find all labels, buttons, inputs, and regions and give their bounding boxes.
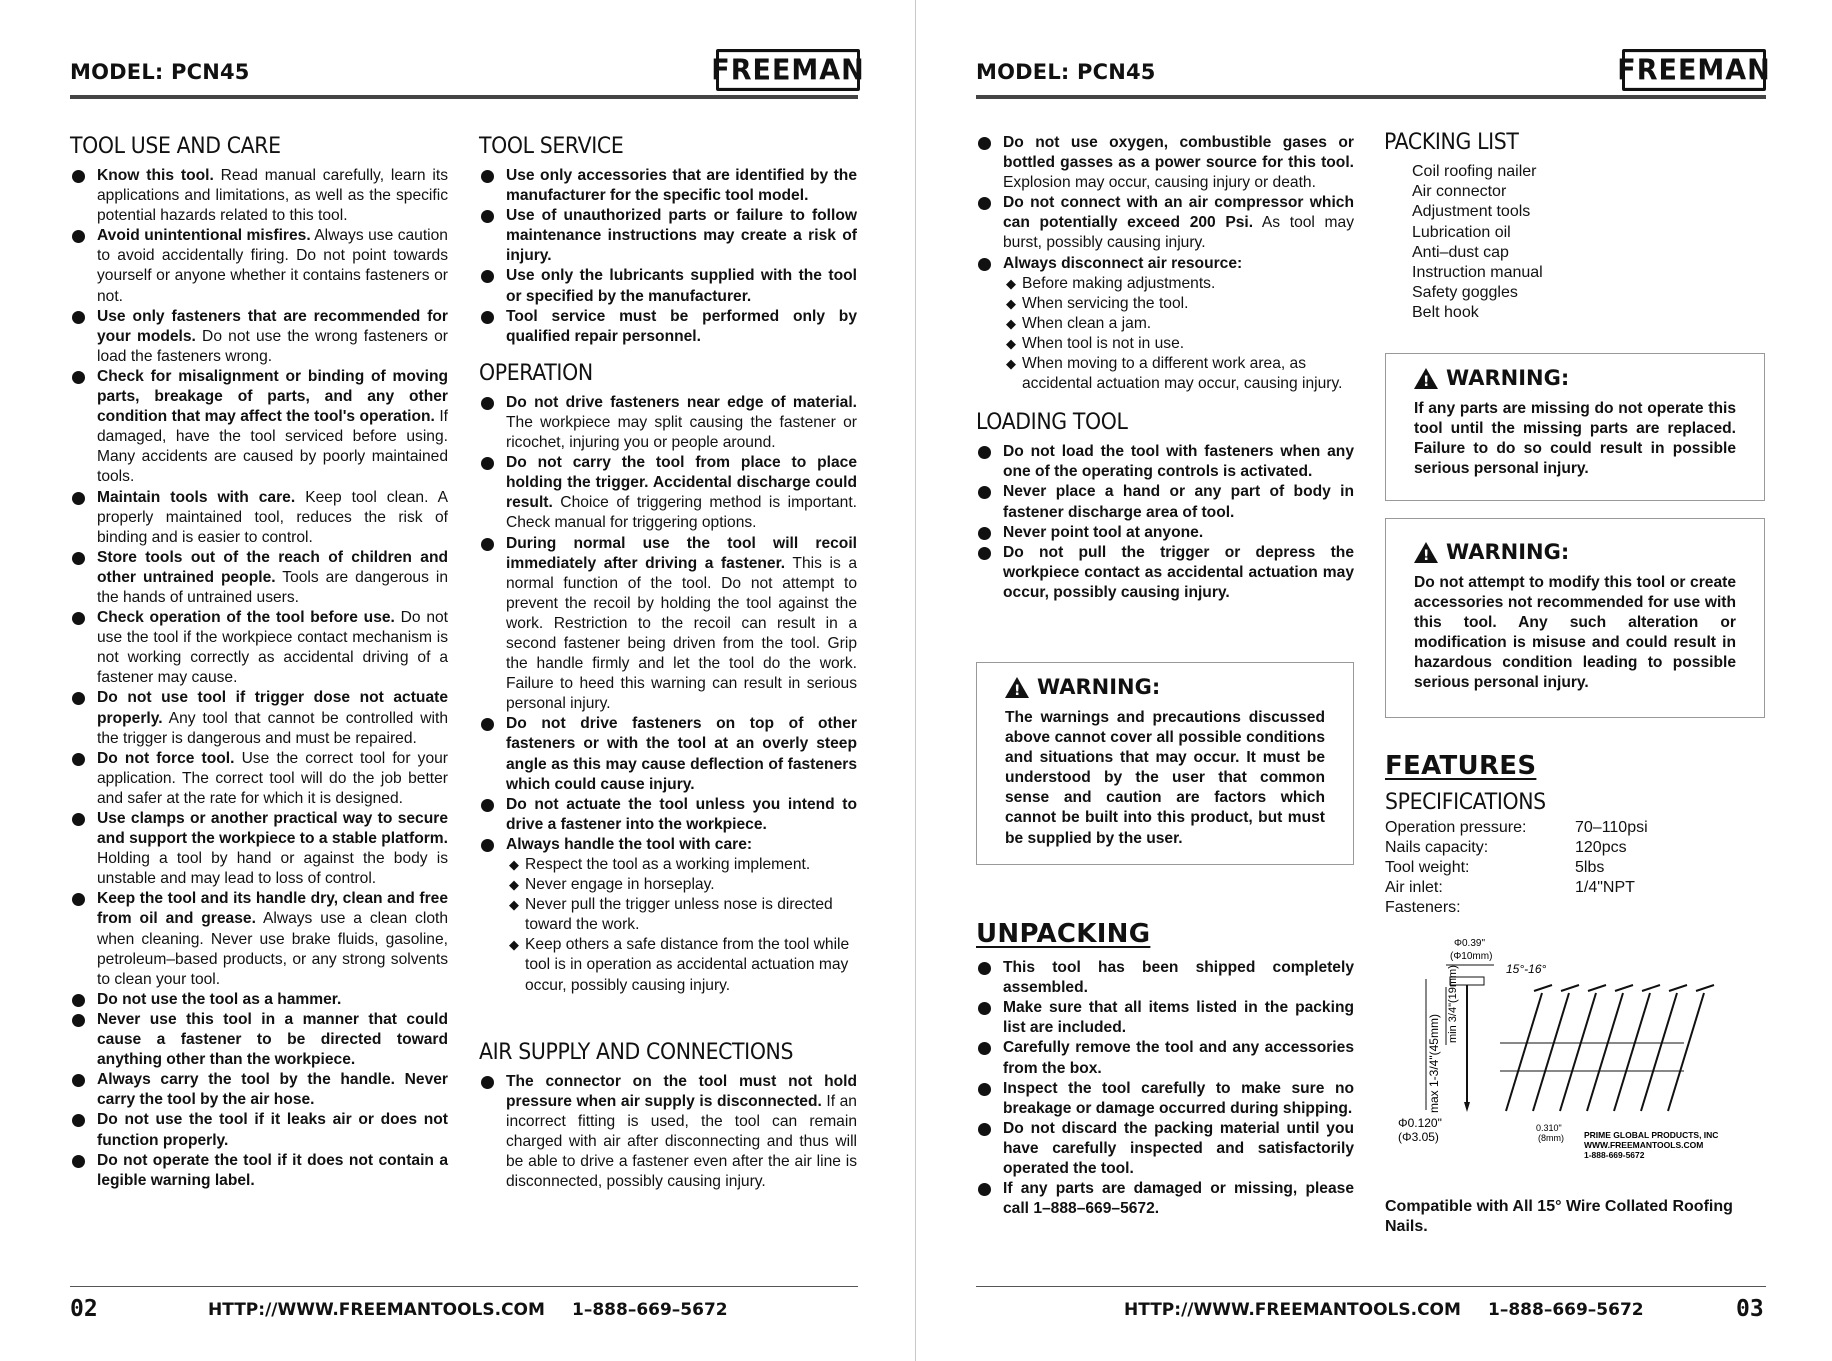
list-item [70,688,448,748]
list-item [70,749,448,809]
collation-angle-label: 15°-16° [1506,962,1547,976]
unpacking-section [976,919,1354,1219]
collated-nail [1506,993,1542,1111]
bold-text: Do not pull the trigger or depress the workpiece contact as accidental actuation may occur, possibly causing injury. [1003,543,1354,601]
shank-diameter-label: Φ0.120" [1398,1116,1442,1130]
packing-item: Adjustment tools [1412,203,1531,221]
spec-row [1385,878,1648,898]
footer-rule [70,1286,858,1287]
list-item [70,166,448,226]
list-item [976,133,1354,193]
features-section [1385,751,1765,918]
packing-item: Belt hook [1412,304,1479,322]
bold-text: Inspect the tool carefully to make sure no breakage or damage occurred during shipping. [1003,1079,1354,1117]
specifications-table [1385,818,1648,918]
warning-text: Do not attempt to modify this tool or create accessories not recommended for use with this tool. Any such alteration or modification is misuse and could result in hazardous condition leading to possible serious personal injury. [1414,574,1736,692]
warning-box-missing-parts [1385,353,1765,501]
list-item [479,307,857,347]
collated-nail-head [1615,985,1633,991]
warning-text: The warnings and precautions discussed above cannot cover all possible conditions and situations that may occur. It must be understood by the user that common sense and caution are factors which cannot be built into this product, but must be supplied by the user. [1005,709,1325,847]
company-url: WWW.FREEMANTOOLS.COM [1584,1140,1704,1150]
bold-text: Check operation of the tool before use. [97,609,395,627]
operation-sub-list [509,855,857,996]
features-title: FEATURES [1385,751,1537,781]
list-item [976,998,1354,1038]
body-text: Always use a clean cloth when cleaning. Never use brake fluids, gasoline, petroleum–based products, or any strong solvents to clean your tool. [97,910,448,988]
body-text: As tool may burst, possibly causing injury. [1003,214,1355,252]
bold-text: Know this tool. [97,167,214,184]
sub-list-item: ◆ When clean a jam. [1006,314,1354,334]
spec-value: 5lbs [1575,859,1605,877]
list-item [976,523,1354,543]
spec-row [1385,818,1648,838]
bold-text: Use only the lubricants supplied with the tool or specified by the manufacturer. [506,267,857,305]
bold-text: Do not use the tool if it leaks air or does not function properly. [97,1111,448,1149]
packing-item: Air connector [1412,183,1507,201]
list-item [70,1110,448,1150]
list-item [70,1010,448,1070]
list-item [70,608,448,688]
footer-phone-right: 1–888–669–5672 [1488,1300,1644,1320]
company-name: PRIME GLOBAL PRODUCTS, INC [1584,1130,1719,1140]
warning-title: WARNING: [1446,540,1570,565]
footer-url-right: HTTP://WWW.FREEMANTOOLS.COM [1124,1300,1461,1320]
warning-triangle-icon [1414,542,1438,563]
collated-nail-head [1588,985,1606,991]
packing-item: Anti–dust cap [1412,243,1509,261]
list-item [479,453,857,533]
packing-items [1384,162,1764,324]
bold-text: Keep the tool and its handle dry, clean and free from oil and grease. [97,890,448,928]
list-item [70,889,448,989]
bold-text: Never use this tool in a manner that could cause a fastener to be directed toward anything other than the workpiece. [97,1010,448,1069]
bold-text: Always handle the tool with care: [506,835,753,853]
collated-nail [1641,993,1677,1111]
packing-list-section [1384,130,1764,324]
body-text: Tools are dangerous in the hands of untrained users. [97,568,448,606]
bold-text: Always carry the tool by the handle. Never carry the tool by the air hose. [97,1071,448,1109]
bold-text: Check for misalignment or binding of moving parts, breakage of parts, and any other condition that may affect the tool's operation. [97,367,448,426]
tool-use-list [70,166,448,1191]
body-text: Keep tool clean. A properly maintained tool, reduces the risk of binding and is easier to control. [97,488,448,546]
right-page-left-column [976,133,1354,603]
body-text: Do not use the tool if the workpiece contact mechanism is not working correctly as accidental driving of a fastener may cause. [97,609,448,687]
warning-box-general [976,662,1354,865]
right-column-left-page [479,134,857,1192]
page-number-right: 03 [1736,1296,1764,1322]
list-item [70,990,448,1010]
sub-list-item: ◆ Respect the tool as a working implement. [509,855,857,875]
tool-use-column [70,134,448,1191]
footer-phone-left: 1–888–669–5672 [572,1300,728,1320]
spec-value [1575,898,1648,918]
list-item [976,958,1354,998]
page-number-left: 02 [70,1296,98,1322]
body-text: This is a normal function of the tool. Do not attempt to prevent the recoil by holding the tool against the work. Restriction to the recoil can result in a second fastener being driven from the tool. Grip the handle firmly and let the tool do the work. Failure to heed this warning can result in serious personal injury. [506,554,858,713]
bold-text: Carefully remove the tool and any accessories from the box. [1003,1039,1354,1077]
collated-nail [1668,993,1704,1111]
body-text: If an incorrect fitting is used, the tool can remain charged with air after disconnecting and thus will be able to drive a fastener even after the air line is disconnected, possibly causing injury. [506,1092,857,1191]
packing-item: Instruction manual [1412,264,1543,282]
body-text: Holding a tool by hand or against the body is unstable and may lead to loss of control. [97,850,448,888]
bold-text: Avoid unintentional misfires. [97,227,311,245]
nail-coil [1506,985,1714,1111]
bold-text: Maintain tools with care. [97,488,296,506]
fastener-diagram [1388,935,1719,1175]
bold-text: Never place a hand or any part of body in fastener discharge area of tool. [1003,483,1354,521]
header-rule-right [976,95,1766,99]
list-item [70,548,448,608]
spec-row [1385,898,1648,918]
right-page [916,0,1832,1361]
pitch-mm-label: (8mm) [1538,1133,1564,1143]
bold-text: Do not force tool. [97,749,235,767]
bold-text: Never point tool at anyone. [1003,523,1204,541]
operation-list [479,393,857,855]
warning-box-modify [1385,518,1765,718]
bold-text: Always disconnect air resource: [1003,254,1243,272]
bold-text: Use only accessories that are identified by the manufacturer for the specific tool model. [506,167,857,205]
bold-text: During normal use the tool will recoil immediately after driving a fastener. [506,534,857,572]
bold-text: Use clamps or another practical way to secure and support the workpiece to a stable platform. [97,810,448,848]
nail-tip [1464,1102,1470,1112]
body-text: Do not use the wrong fasteners or load the fasteners wrong. [97,327,448,365]
tool-service-list [479,166,857,347]
collated-nail-head [1696,985,1714,991]
tool-service-title: TOOL SERVICE [479,134,624,159]
list-item [976,543,1354,603]
collated-nail-head [1561,985,1579,991]
bold-text: Do not drive fasteners near edge of material. [506,393,857,411]
spec-value: 120pcs [1575,839,1627,857]
power-source-list [976,133,1354,274]
list-item [976,193,1354,253]
list-item [479,166,857,206]
bold-text: Use only fasteners that are recommended for your models. [97,307,448,345]
bold-text: Do not use tool if trigger dose not actuate properly. [97,689,448,727]
collated-nail [1587,993,1623,1111]
list-item [479,206,857,266]
compatibility-note: Compatible with All 15° Wire Collated Roofing Nails. [1385,1198,1733,1236]
list-item [976,1038,1354,1078]
warning-title: WARNING: [1037,675,1161,700]
shank-diameter-mm-label: (Φ3.05) [1398,1130,1439,1144]
list-item [976,1179,1354,1219]
sub-list-item: ◆ Never pull the trigger unless nose is directed toward the work. [509,895,857,935]
list-item [70,488,448,548]
bold-text: The connector on the tool must not hold pressure when air supply is disconnected. [506,1072,857,1110]
bold-text: Store tools out of the reach of children and other untrained people. [97,548,448,586]
air-supply-list [479,1072,857,1193]
bold-text: Do not carry the tool from place to place holding the trigger. Accidental discharge could result. [506,454,857,512]
bold-text: Do not operate the tool if it does not contain a legible warning label. [97,1151,448,1189]
warning-text: If any parts are missing do not operate this tool until the missing parts are replaced. Failure to do so could result in possible serious personal injury. [1414,400,1736,478]
air-supply-title: AIR SUPPLY AND CONNECTIONS [479,1039,794,1065]
body-text: Always use caution to avoid accidentally firing. Do not point towards yourself or anyone whether it contains fasteners or not. [97,227,448,305]
collated-nail [1533,993,1569,1111]
unpacking-title: UNPACKING [976,919,1151,949]
list-item [479,534,857,715]
spec-key: Tool weight: [1385,859,1470,877]
sub-list-item: ◆ When servicing the tool. [1006,294,1354,314]
unpacking-list [976,958,1354,1219]
warning-title: WARNING: [1446,366,1570,391]
freeman-logo: FREEMAN [716,49,860,91]
company-phone: 1-888-669-5672 [1584,1150,1645,1160]
specifications-title: SPECIFICATIONS [1385,790,1546,816]
footer-rule-right [976,1286,1766,1287]
freeman-logo-right: FREEMAN [1622,49,1766,91]
list-item [976,1119,1354,1179]
packing-item: Coil roofing nailer [1412,163,1537,180]
bold-text: If any parts are damaged or missing, please call 1–888–669–5672. [1003,1180,1354,1218]
packing-item: Lubrication oil [1412,223,1511,241]
loading-tool-list [976,442,1354,603]
body-text: If damaged, have the tool serviced before using. Many accidents are caused by poorly maintained tools. [97,408,448,486]
list-item [479,1072,857,1193]
bold-text: Do not use oxygen, combustible gases or bottled gasses as a power source for this tool. [1003,134,1354,172]
bold-text: Do not drive fasteners on top of other fasteners or with the tool at an overly steep angle as this may cause deflection of fasteners which could cause injury. [506,715,857,793]
list-item [976,482,1354,522]
tool-use-title: TOOL USE AND CARE [70,134,281,159]
spec-row [1385,858,1648,878]
bold-text: Use of unauthorized parts or failure to follow maintenance instructions may create a risk of injury. [506,207,857,265]
spec-row [1385,838,1648,858]
sub-list-item: ◆ Keep others a safe distance from the tool while tool is in operation as accidental actuation may occur, possibly causing injury. [509,935,857,995]
bold-text: Do not load the tool with fasteners when any one of the operating controls is activated. [1003,443,1354,481]
body-text: Use the correct tool for your application. The correct tool will do the job better and safer at the rate for which it is designed. [97,749,448,807]
min-length-label: min 3/4"(19mm) [1447,965,1459,1043]
spec-value: 70–110psi [1575,819,1648,837]
list-item [976,254,1354,274]
spec-key: Air inlet: [1385,879,1443,897]
sub-list-item: ◆ When tool is not in use. [1006,334,1354,354]
footer-url-left: HTTP://WWW.FREEMANTOOLS.COM [208,1300,545,1320]
body-text: Read manual carefully, learn its applications and limitations, as well as the specific potential hazards related to this tool. [97,167,449,225]
spec-key: Nails capacity: [1385,839,1489,857]
model-label-right: MODEL: PCN45 [976,60,1156,84]
disconnect-sub-list [1006,274,1354,395]
sub-list-item: ◆ Before making adjustments. [1006,274,1354,294]
collated-nail [1560,993,1596,1111]
packing-list-title: PACKING LIST [1384,130,1519,155]
sub-list-item: ◆ Never engage in horseplay. [509,875,857,895]
list-item [70,226,448,306]
sub-list-item: ◆ When moving to a different work area, as accidental actuation may occur, causing injury. [1006,354,1354,394]
list-item [479,393,857,453]
list-item [479,266,857,306]
spec-key: Operation pressure: [1385,819,1527,837]
list-item [70,809,448,889]
collated-nail-head [1534,985,1552,991]
spec-value: 1/4"NPT [1575,879,1635,897]
header-rule [70,95,858,99]
bold-text: This tool has been shipped completely assembled. [1003,959,1354,997]
body-text: Any tool that cannot be controlled with the trigger is dangerous and must be repaired. [97,709,448,747]
pitch-label: 0.310" [1536,1123,1562,1133]
spec-key: Fasteners: [1385,899,1461,917]
loading-tool-title: LOADING TOOL [976,410,1128,436]
collated-nail-head [1669,985,1687,991]
packing-item: Safety goggles [1412,284,1518,302]
model-label: MODEL: PCN45 [70,60,250,84]
body-text: The workpiece may split causing the fastener or ricochet, injuring you or people around. [506,413,857,452]
list-item [70,1151,448,1191]
bold-text: Do not actuate the tool unless you intend to drive a fastener into the workpiece. [506,795,857,833]
bold-text: Make sure that all items listed in the packing list are included. [1003,999,1354,1037]
bold-text: Do not discard the packing material until you have carefully inspected and satisfactorily operated the tool. [1003,1119,1354,1178]
body-text: Explosion may occur, causing injury or death. [1003,174,1316,192]
max-length-label: max 1-3/4"(45mm) [1427,1014,1441,1113]
head-diameter-mm-label: (Φ10mm) [1450,951,1493,962]
head-diameter-label: Φ0.39" [1454,938,1485,949]
collated-nail [1614,993,1650,1111]
warning-triangle-icon [1414,368,1438,389]
list-item [479,835,857,855]
body-text: Choice of triggering method is important. Check manual for triggering options. [506,494,857,532]
bold-text: Do not use the tool as a hammer. [97,990,342,1008]
list-item [70,307,448,367]
bold-text: Tool service must be performed only by qualified repair personnel. [506,307,857,345]
list-item [70,1070,448,1110]
operation-title: OPERATION [479,360,593,386]
bold-text: Do not connect with an air compressor which can potentially exceed 200 Psi. [1003,194,1354,232]
warning-triangle-icon [1005,677,1029,698]
list-item [976,442,1354,482]
list-item [70,367,448,488]
collated-nail-head [1642,985,1660,991]
list-item [479,714,857,794]
list-item [976,1079,1354,1119]
list-item [479,795,857,835]
